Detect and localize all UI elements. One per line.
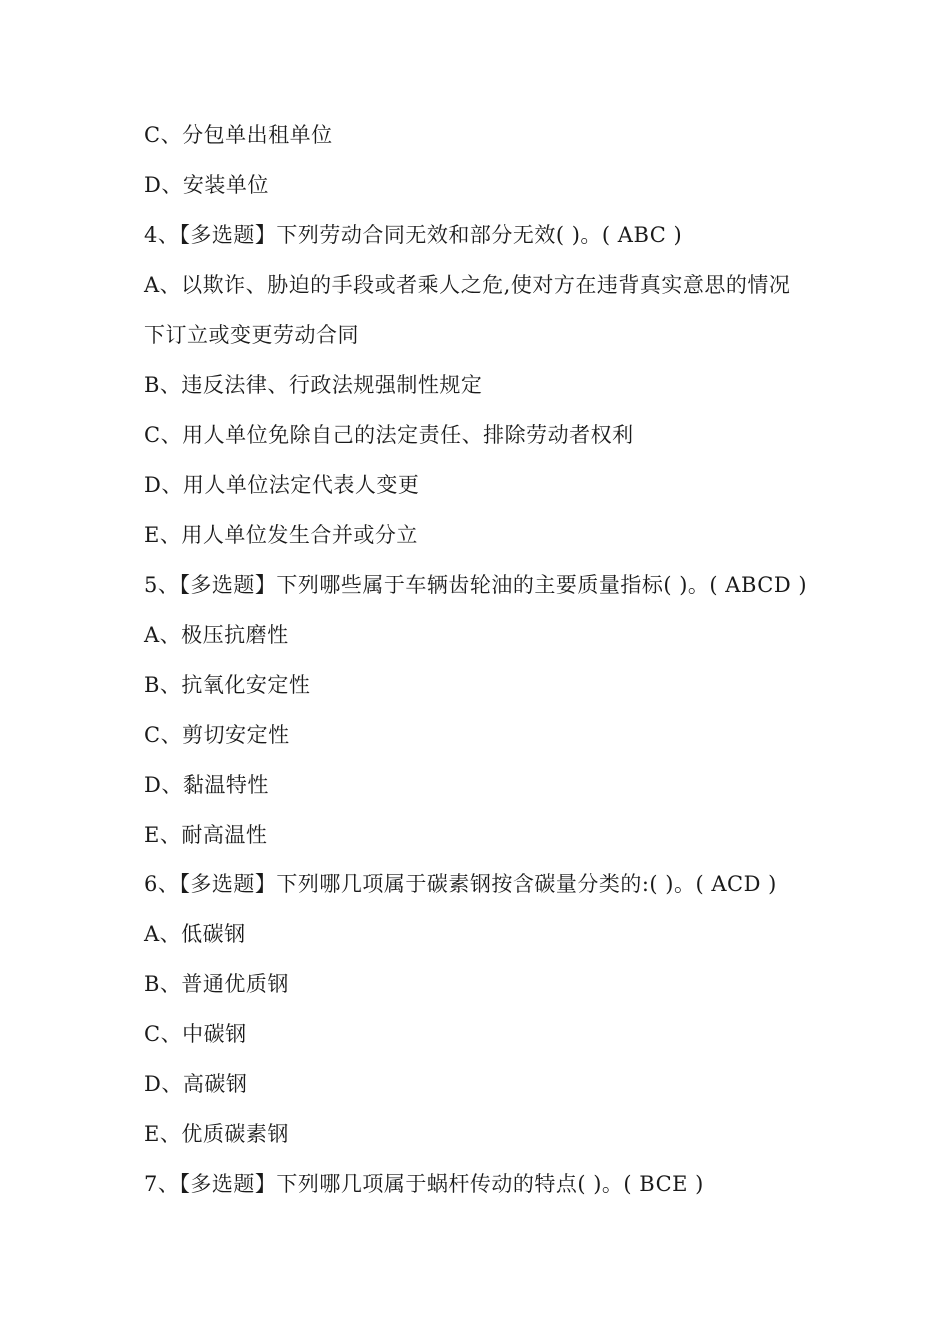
question-text: 5、【多选题】下列哪些属于车辆齿轮油的主要质量指标( )。( ABCD ) <box>144 573 808 597</box>
option-text: D、安装单位 <box>144 173 269 197</box>
option-text: C、中碳钢 <box>144 1022 247 1046</box>
question-text: 7、【多选题】下列哪几项属于蜗杆传动的特点( )。( BCE ) <box>144 1172 704 1196</box>
option-text: C、用人单位免除自己的法定责任、排除劳动者权利 <box>144 423 634 447</box>
option-text: A、低碳钢 <box>144 922 246 946</box>
option-text-continued: 下订立或变更劳动合同 <box>144 323 359 347</box>
option-text: E、耐高温性 <box>144 823 268 847</box>
option-text: D、高碳钢 <box>144 1072 248 1096</box>
option-text: B、普通优质钢 <box>144 972 289 996</box>
option-text: A、以欺诈、胁迫的手段或者乘人之危,使对方在违背真实意思的情况 <box>144 273 791 297</box>
option-text: E、优质碳素钢 <box>144 1122 289 1146</box>
option-text: D、用人单位法定代表人变更 <box>144 473 420 497</box>
option-text: A、极压抗磨性 <box>144 623 289 647</box>
option-text: D、黏温特性 <box>144 773 269 797</box>
option-text: C、剪切安定性 <box>144 723 290 747</box>
option-text: C、分包单出租单位 <box>144 123 333 147</box>
option-text: B、违反法律、行政法规强制性规定 <box>144 373 483 397</box>
question-text: 4、【多选题】下列劳动合同无效和部分无效( )。( ABC ) <box>144 223 683 247</box>
option-text: B、抗氧化安定性 <box>144 673 311 697</box>
question-text: 6、【多选题】下列哪几项属于碳素钢按含碳量分类的:( )。( ACD ) <box>144 872 777 896</box>
option-text: E、用人单位发生合并或分立 <box>144 523 418 547</box>
